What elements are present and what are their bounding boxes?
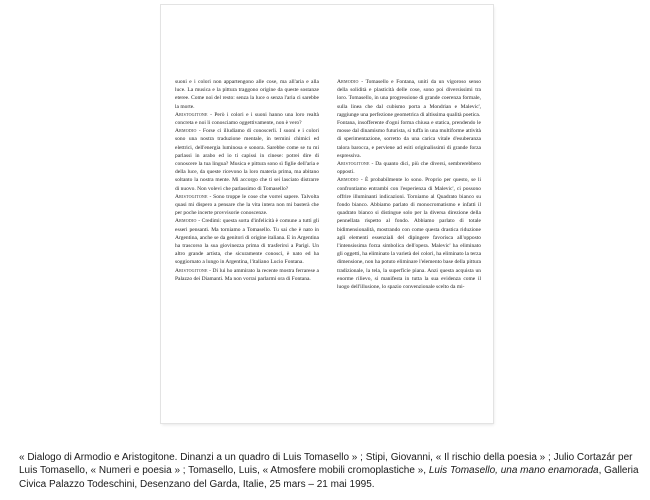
speaker-name: Armodio	[337, 177, 359, 184]
paragraph-text: - Tomasello e Fontana, uniti da un vigoroso senso della solidità e plasticità delle cose, sono poi diversissimi tra loro. Tomasello, in una progressione di grande coerenza formale, sulla linea che dal cubismo porta a Mondrian e Malevic', raggiunge una perfezione geometrica di altissima qualità poetica.	[337, 79, 481, 118]
dialogue-paragraph	[337, 119, 481, 160]
speaker-name: Aristogitone	[175, 193, 208, 200]
paragraph-text: - È probabilmente lo sono. Proprio per questo, se li confrontiamo entrambi con l'esperienza di Malevic', ci possono offrire illuminanti indicazioni. Torniamo al Quadrato bianco su fondo bianco. Abbiamo parlato di monocromatismo e infatti il quadrato bianco si distingue solo per la diversa direzione della pennellata rispetto al fondo. Abbiamo parlato di totale bidimensionalità, mostrando con come questa drastica riduzione agli elementi essenziali del dipingere favorisca all'opposto l'intensissima forza simbolica dell'opera. Malevic' ha eliminato gli oggetti, ha eliminato la varietà dei colori, ha eliminato la terza dimensione, non ha potuto eliminare l'elemento base della pittura tradizionale, la tela, la superficie piana. Anzi questa acquista un enorme rilievo, si manifesta in tutta la sua evidenza come il luogo dell'illusione, lo spazio convenzionale scelto da mi-	[337, 177, 482, 291]
caption-text: « Dialogo di Armodio e Aristogitone. Dinanzi a un quadro di Luis Tomasello » ; Stipi, Giovanni, « Il rischio della poesia » ; Julio Cortazár per Luis Tomasello, « Numeri e poesia » ; Tomasello, Luis, « Atmosfere mobili cromoplastiche »,	[19, 452, 633, 477]
dialogue-paragraph	[175, 78, 319, 111]
dialogue-paragraph	[175, 111, 319, 127]
speaker-name: Armodio	[337, 79, 359, 85]
paragraph-text: suoni e i colori non appartengono alle cose, ma all'aria e alla luce. La musica e la pittura traggono origine da queste sostanze eteree. Come noi del resto: senza la luce o senza l'aria ci sarebbe la morte.	[175, 79, 319, 110]
dialogue-paragraph	[175, 267, 319, 283]
speaker-name: Aristogitone	[175, 111, 208, 118]
paragraph-text: - Sono troppe le cose che vorrei sapere. Talvolta quasi mi dispero a pensare che la vita intera non mi basterà che per poche incerte provvisorie conoscenze.	[175, 193, 319, 217]
paragraph-text: - Però i colori e i suoni hanno una loro realtà concreta e noi li conosciamo oggettivamente, non è vero?	[175, 111, 319, 127]
dialogue-paragraph	[337, 78, 481, 119]
paragraph-text: - Di lui ho ammirato la recente mostra ferrarese a Palazzo dei Diamanti. Ma non vorrai parlarmi ora di Fontana.	[175, 267, 319, 282]
speaker-name: Aristogitone	[337, 161, 370, 168]
caption-exhibition-title: Luis Tomasello, una mano enamorada	[428, 465, 599, 477]
speaker-name: Armodio	[175, 128, 197, 135]
caption-venue-dates: , Galleria Civica Palazzo Todeschini, Desenzano del Garda, Italie, 25 mars – 21 mai 1995.	[19, 465, 639, 490]
paragraph-text: - Credimi: questa sorta d'infelicità è comune a tutti gli esseri pensanti. Ma torniamo a Tomasello. Tu sai che è nato in Argentina, anche se da genitori di origine italiana. E in Argentina ha trascorso la sua giovinezza prima di trasferirsi a Parigi. Un altro grande artista, che sicuramente conosci, è nato ed ha soggiornato a lungo in Argentina, l'italiano Lucio Fontana.	[175, 218, 319, 266]
figure-caption	[19, 451, 639, 491]
paragraph-text: Fontana, insofferente d'ogni forma chiusa e statica, prendendo le mosse dal dinamismo futurista, si tuffa in una multiforme attività di sperimentazione, sorretto da una carica vitale d'esuberanza talora barocca, e perviene ad esiti originalissimi di grande forza espressiva.	[337, 120, 481, 159]
paragraph-text: - Da quanto dici, più che diversi, sembrerebbero opposti.	[337, 161, 481, 176]
dialogue-paragraph	[337, 176, 481, 291]
dialogue-paragraph	[175, 193, 319, 218]
speaker-name: Aristogitone	[175, 267, 208, 274]
dialogue-paragraph	[337, 160, 481, 176]
paragraph-text: - Forse ci illudiamo di conoscerli. I suoni e i colori sono una nostra traduzione mentale, in termini chimici ed elettrici, dell'energia luminosa e sonora. Sarebbe come se tu mi parlassi in arabo ed io ti capissi in cinese: potrei dire di conoscere la tua lingua? Musica e pittura sono sì figlie dell'aria e della luce, da queste ricevono la loro materia prima, ma abitano soltanto la nostra mente. Mi accorgo che ti sei lasciato distrarre di nuovo. Non volevi che parlassimo di Tomasello?	[175, 128, 319, 192]
speaker-name: Armodio	[175, 218, 197, 225]
dialogue-paragraph	[175, 217, 319, 266]
right-text-column	[337, 78, 481, 291]
scanned-page	[161, 5, 493, 423]
dialogue-paragraph	[175, 127, 319, 193]
left-text-column	[175, 78, 319, 283]
